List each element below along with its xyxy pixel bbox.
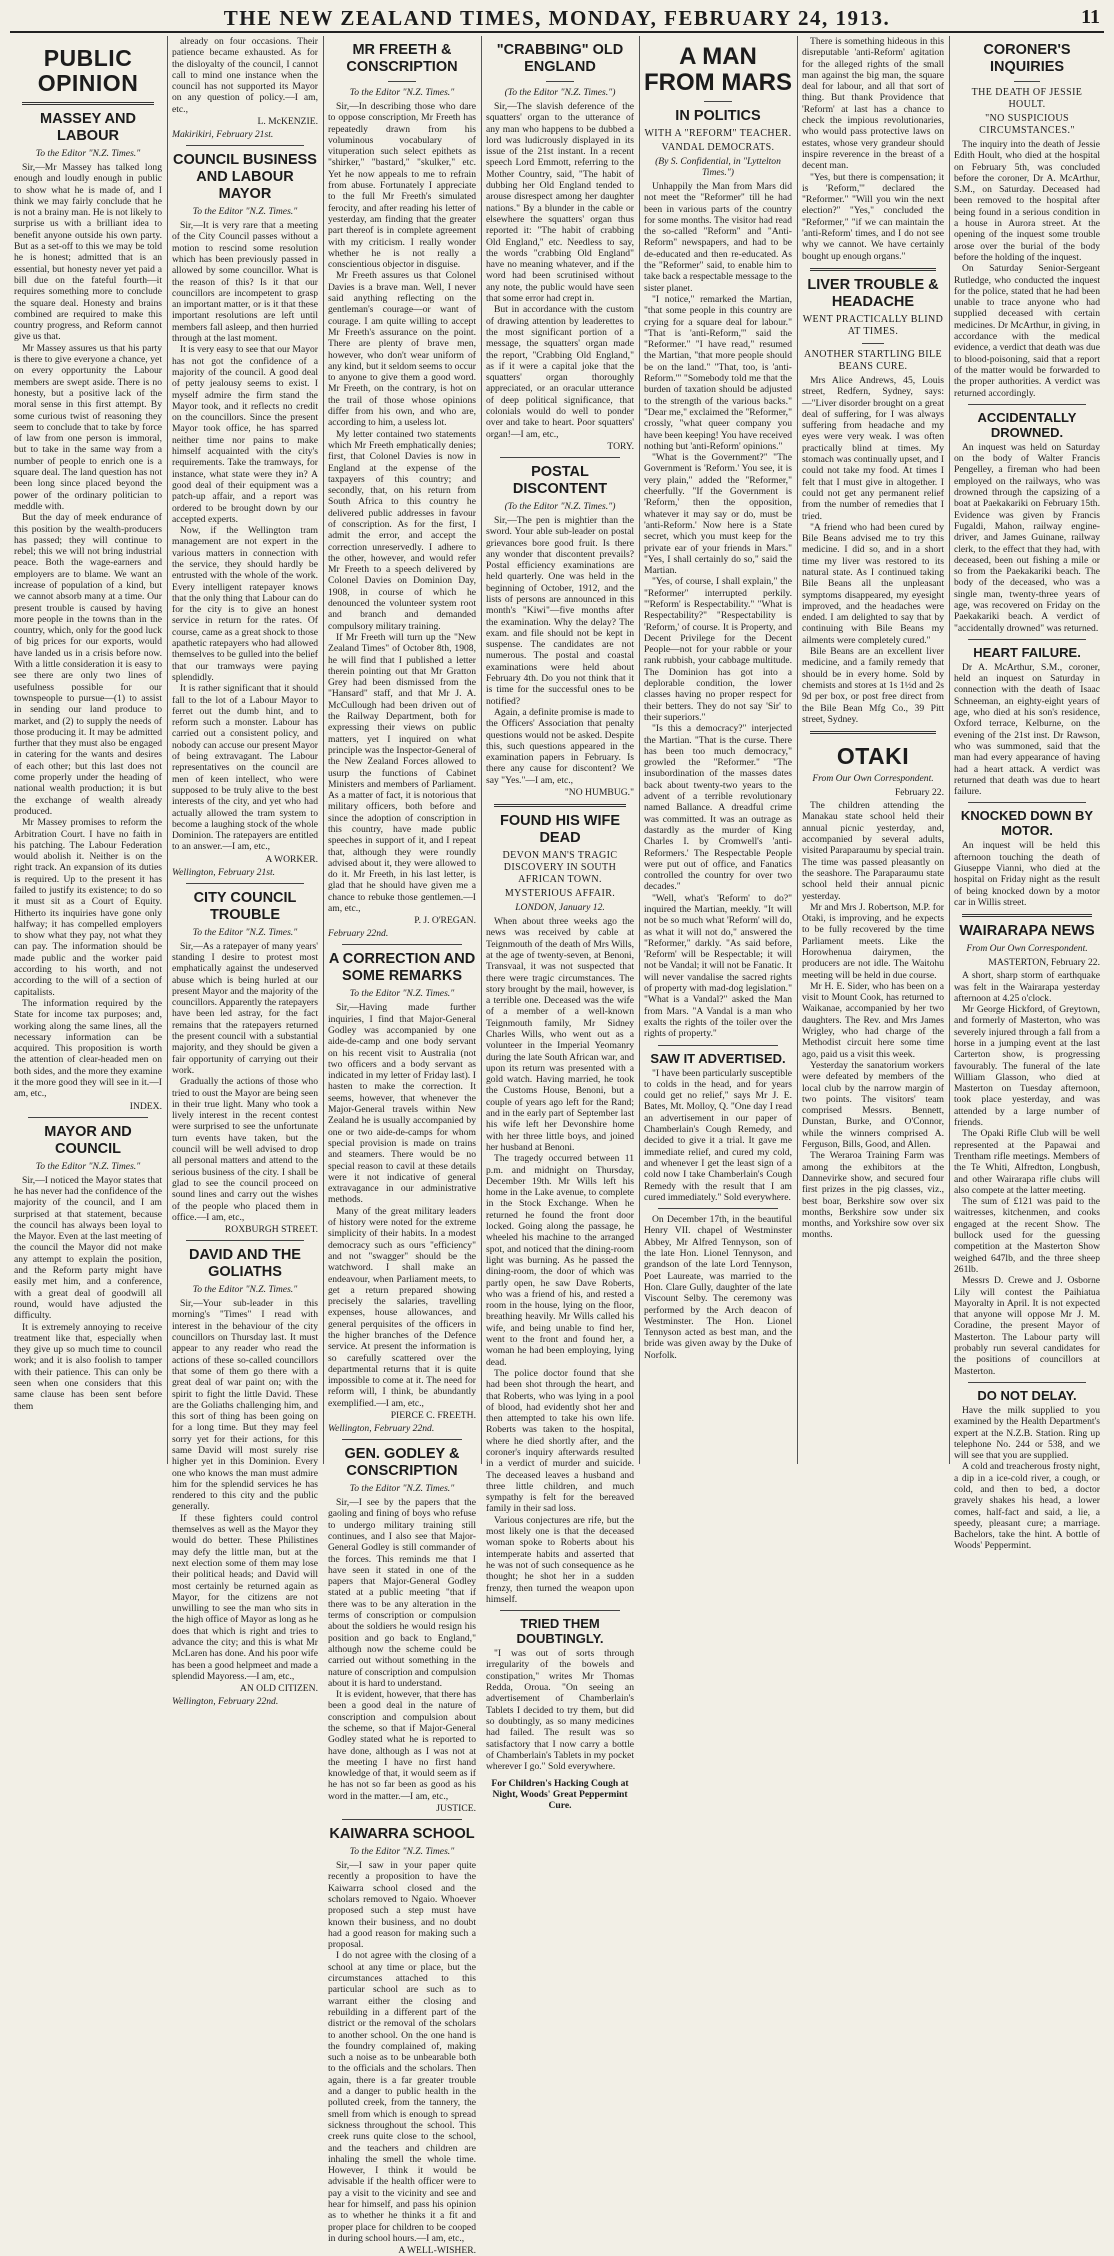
article-title: GEN. GODLEY & CONSCRIPTION <box>344 1446 460 1480</box>
paragraph: Mr Massey promises to reform the Arbitration Court. I have no faith in his patching. The Labour Federation would abolish it. Neither is on the right track. An expansion of its duties is required. Up to the present it has failed to justify its existence; to do so it must sit as a Court of Equity. Hitherto its inquiries have gone only halfway; it has compelled employers to show what they pay, not what they can pay. The information should be made public and the worker paid according to his worth, and not according to the will of a section of capitalists. <box>14 817 162 998</box>
divider <box>186 1240 304 1241</box>
paragraph: Mr Massey assures us that his party is there to give everyone a chance, yet on every opportunity the Labour members are swept aside. There is no honesty, but a positive lack of the moral sense in this first attempt. By some curious twist of reasoning they seem to conclude that to take by force of law from one person is immoral, but to take in the same way from a number of people to enrich one is a square deal. The land question has not been long since placed beyond the power of the ordinary politician to meddle with. <box>14 342 162 512</box>
divider <box>968 639 1086 640</box>
place-line: From Our Own Correspondent. <box>966 943 1088 955</box>
paragraph: Sir,—The pen is mightier than the sword. Your able sub-leader on postal grievances bore good fruit. Is there any wonder that discontent prevails? Postal efficiency examinations are held quarterly. One was held in the beginning of October, 1912, and the lists of persons are announced in this month's "Kiwi"—five months after the examination. Why the delay? The exam. and file should not be kept in suspense. The candidates are not numerous. The postal and coastal examinations were held about February 4th. Do you not think that it is time for the successful ones to be notified? <box>486 514 634 707</box>
divider <box>342 1819 462 1820</box>
article-otaki <box>802 744 944 1241</box>
article-found-wife-dead <box>486 813 634 1605</box>
divider <box>968 802 1086 803</box>
divider <box>22 102 154 105</box>
paragraph: "I notice," remarked the Martian, "that some people in this country are crying for a square deal for labour." "That is 'anti-Reform,'" said the "Reformer." "I have read," resumed the Martian, "that more people should be on the land." "That, too, is 'anti-Reform.'" "Somebody told me that the burden of taxation should be adjusted to the strength of the various backs." "Dear me," exclaimed the "Reformer," crossly, "what queer company you have been keeping! You have received nothing but 'anti-Reform' opinions." <box>644 293 792 452</box>
paragraph: When about three weeks ago the news was received by cable at Teignmouth of the death of Mrs Wills, at the age of twenty-seven, at Benoni, Transvaal, it was not suspected that there were tragic circumstances. The story brought by the mail, however, is a terrible one. Deceased was the wife of a member of a well-known Teignmouth family, Mr Sidney Charles Wills, who went out as a volunteer in the Imperial Yeomanry during the late South African war, and upon its return was presented with a gold watch. Having married, he took the Customs House, Benoni, but a couple of years ago left for the Rand; and in the early part of September last his wife left her Devonshire home with her three little boys, and joined her husband at Benoni. <box>486 916 634 1153</box>
article-title: "CRABBING" OLD ENGLAND <box>496 42 624 75</box>
article-title: KNOCKED DOWN BY MOTOR. <box>960 808 1094 839</box>
paragraph: "What is the Government?" "The Government is 'Reform.' You see, it is very plain," added the "Reformer," cheerfully. "If the Government is 'Reform,' then the opposition, whatever it may say or do, must be 'anti-Reform.' Now here is a State secret, which you must keep for the private ear of your friends in Mars." "Yes, I shall certainly do so," said the Martian. <box>644 452 792 577</box>
paragraph: The children attending the Manakau state school held their annual picnic yesterday, and, accompanied by several adults, visited Paraparaumu by special train. The time was passed pleasantly on the seashore. The Paraparaumu state school held their annual picnic yesterday. <box>802 800 944 902</box>
paragraph: The sum of £121 was paid to the waitresses, kitchenmen, and cooks engaged at the recent Show. The bullock used for the guessing competition at the Masterton Show weighed 647lb, and the three sheep 261lb. <box>954 1196 1100 1275</box>
column-5 <box>640 36 796 1464</box>
divider <box>1014 81 1040 82</box>
article-title: CORONER'S INQUIRIES <box>983 42 1071 75</box>
paragraph: Sir,—Having made further inquiries, I find that Major-General Godley was accompanied by one aide-de-camp and one body servant on his recent visit to Australia (not two officers and a body servant as indicated in my letter of Friday last). I hasten to make the correction. It seems, however, that whenever the Major-General travels within New Zealand he is usually accompanied by one or two aide-de-camps for whom special provision is made on trains and steamers. There would be no special reason to cavil at these details were it not indicative of general extravagance in our administrative methods. <box>328 1002 476 1206</box>
signature: JUSTICE. <box>436 1803 476 1815</box>
paragraph: Sir,—I noticed the Mayor states that he has never had the confidence of the majority of the council, and I am surprised at that statement, because the council has always been loyal to the Mayor. Even at the last meeting of the council the Mayor did not make any attempt to explain the position, and the Reform party might have easily met him, and a conference, with a great deal of goodwill all round, would have adjusted the difficulty. <box>14 1174 162 1322</box>
article-title: FOUND HIS WIFE DEAD <box>499 813 621 847</box>
article-council-business <box>172 152 318 878</box>
signature: PIERCE C. FREETH. <box>390 1410 476 1422</box>
article-accidentally-drowned <box>954 410 1100 634</box>
column-7 <box>950 36 1104 1552</box>
paragraph: Sir,—I see by the papers that the gaoling and fining of boys who refuse to undergo military training still continues, and I also see that Major-General Godley is still commander of the forces. This reminds me that I have seen it stated in one of the papers that Major-General Godley stated at a public meeting "that if there was to be any alteration in the terms of conscription or compulsion about the soldiers he would resign his position and go back to England," although now the scheme could be carried out without something in the nature of conscription and compulsion about it is hard to understand. <box>328 1497 476 1689</box>
article-note: To the Editor "N.Z. Times." <box>192 206 298 218</box>
article-subtitle: IN POLITICS <box>675 108 761 124</box>
advert-title: TRIED THEM DOUBTINGLY. <box>516 1616 604 1647</box>
place-line: From Our Own Correspondent. <box>812 773 934 785</box>
article-postal-discontent <box>486 464 634 798</box>
paragraph: Bile Beans are an excellent liver medicine, and a family remedy that should be in every home. Sold by chemists and stores at 1s 1½d and 2s 9d per box, or post free direct from the Bile Bean Mfg Co., 39 Pitt street, Sydney. <box>802 646 944 725</box>
column-6 <box>798 36 948 1464</box>
article-note: To the Editor "N.Z. Times." <box>192 926 298 938</box>
page-columns <box>10 36 1104 2256</box>
article-note: To the Editor "N.Z. Times." <box>349 1483 455 1495</box>
article-title: COUNCIL BUSINESS AND LABOUR MAYOR <box>173 152 317 203</box>
divider <box>500 457 620 458</box>
newspaper-title: THE NEW ZEALAND TIMES, MONDAY, FEBRUARY 24, 1913. <box>223 6 891 30</box>
paragraph: My letter contained two statements which Mr Freeth emphatically denies; first, that Colonel Davies is now in England at the expense of the taxpayers of this country; and secondly, that, on his return from South Africa to this country he delivered public addresses in favour of conscription. As for the first, I admit the error, and accept the correction unreservedly. I adhere to the other, however, and would refer Mr Freeth to a speech delivered by Colonel Davies on Dominion Day, 1908, in course of which he denounced the volunteer system root and branch and demanded compulsory military training. <box>328 428 476 632</box>
column-2 <box>168 36 322 1708</box>
paragraph: Mrs Alice Andrews, 45, Louis street, Redfern, Sydney, says:—"Liver disorder brought on a great deal of suffering, for I was always suffering from headache and my eyes were very weak. I was often practically blind at times. My stomach was continually upset, and I could not take my food. At times I felt that I must give in altogether. I could not get any permanent relief from the number of remedies that I tried. <box>802 374 944 522</box>
divider <box>494 804 626 807</box>
article-deck: VANDAL DEMOCRATS. <box>661 142 775 153</box>
article-freeth-conscription <box>328 42 476 939</box>
paragraph: I do not agree with the closing of a school at any time or place, but the circumstances attached to this particular school are such as to warrant either the closing and rebuilding in a different part of the district or the removal of the scholars to another school. On the one hand is the foundry complained of, making such a noise as to be unbearable both to the officials and the scholars. Then again, there is a far greater trouble and a danger to public health in the polluted creek, from the tannery, the smell from which is enough to spread sickness throughout the school. This creek runs quite close to the school, and the teachers and children are inhaling the smell the whole time. However, I think it would be advisable if the health officer were to pay a visit to the vicinity and see and hear for himself, and pass his opinion as to whether he thinks it a fit and proper place for children to be cooped in during school hours.—I am, etc., <box>328 1950 476 2244</box>
paragraph: "Is this a democracy?" interjected the Martian. "That is the curse. There has been too much democracy," growled the "Reformer." "The insubordination of the masses dates back about twenty-two years to the advent of a terrible revolutionary named Ballance. A dreadful crime was committed. It was an outrage as dastardly as the murder of King Charles I. by Cromwell's 'anti-Reformers.' The Respectable People were put out of office, and Fanatics controlled the country for over two decades." <box>644 723 792 893</box>
divider <box>810 731 936 734</box>
article-note: To the Editor "N.Z. Times." <box>349 988 455 1000</box>
signature: L. McKENZIE. <box>257 116 318 128</box>
article-david-goliaths <box>172 1247 318 1707</box>
article-title: HEART FAILURE. <box>973 644 1081 660</box>
article-coroners-inquiries <box>954 42 1100 399</box>
signature: INDEX. <box>129 1100 162 1112</box>
paragraph: Sir,—Your sub-leader in this morning's "Times" I read with interest in the behaviour of the city councillors on Thursday last. It must appear to any reader who read the actions of these so-called councillors that some of them go there with a great deal of war paint on; with the spirit to fight the little David. These are the Goliaths challenging him, and this sort of thing has been going on for a long time. But they may feel sorry yet for their actions, for this same David will most surely rise higher yet in this Dominion. Every one who knows the man must admire him for the splendid services he has rendered to this city and the public generally. <box>172 1298 318 1513</box>
paragraph: Messrs D. Crewe and J. Osborne Lily will contest the Paihiatua Mayoralty in April. It is not expected that anyone will oppose Mr J. M. Coradine, the present Mayor of Masterton. The Labour party will probably run several candidates for the positions of councillors at Masterton. <box>954 1275 1100 1377</box>
paragraph: Again, a definite promise is made to the Officers' Association that penalty questions would not be asked. Despite this, such questions appeared in the examination papers in February. Is there any cause for discontent? We say "Yes."—I am, etc., <box>486 706 634 786</box>
article-title: MASSEY AND LABOUR <box>40 111 136 144</box>
advert-title: DO NOT DELAY. <box>977 1387 1077 1403</box>
divider <box>28 1117 148 1118</box>
signature: AN OLD CITIZEN. <box>239 1683 318 1695</box>
article-heart-failure <box>954 645 1100 798</box>
paragraph: Many of the great military leaders of history were noted for the extreme simplicity of their habits. In a modest democracy such as ours "efficiency" and not "swagger" should be the watchword. I shall make an endeavour, when Parliament meets, to get a return prepared showing precisely the salaries, travelling expenses, house allowances, and general perquisites of the officers in the higher branches of the Defence service. At present the information is so carefully scattered over the departmental returns that it is quite impossible to come at it. The need for reform will, I think, be abundantly exemplified.—I am, etc., <box>328 1205 476 1409</box>
article-note: To the Editor "N.Z. Times." <box>192 1284 298 1296</box>
article-wairarapa-news <box>954 923 1100 1377</box>
signature: TORY. <box>607 440 634 452</box>
place-date: Wellington, February 21st. <box>172 866 276 878</box>
paragraph: On December 17th, in the beautiful Henry VII. chapel of Westminster Abbey, Mr Alfred Tennyson, son of the late Hon. Lionel Tennyson, and grandson of the late Lord Tennyson, Poet Laureate, was married to the Hon. Clare Gully, daughter of the late Viscount Selby. The ceremony was performed by the Arch deacon of Westminster. The Hon. Lionel Tennyson acted as best man, and the bride was given away by the Duke of Norfolk. <box>644 1214 792 1361</box>
column-4 <box>482 36 638 1812</box>
article-deck: "NO SUSPICIOUS CIRCUMSTANCES." <box>979 113 1075 136</box>
paragraph: An inquest will be held this afternoon touching the death of Giuseppe Vianni, who died at the hospital on Friday night as the result of being knocked down by a motor car in Willis street. <box>954 840 1100 908</box>
paragraph: Sir,—In describing those who dare to oppose conscription, Mr Freeth has repeatedly drawn from his voluminous vocabulary of vituperation such select epithets as "shirker," "bastard," "skulker," etc. Yet he now appeals to me to refrain from abuse. Fortunately I appreciate to the full Mr Freeth's simulated ferocity, and after reading his letter of yesterday, am finding that the greater part thereof is in complete agreement with my criticism. I really wonder whether he is not really a conscientious objector in disguise. <box>328 101 476 271</box>
advert-tried-doubtingly <box>486 1616 634 1772</box>
column-1 <box>10 36 166 1464</box>
article-massey-labour <box>14 111 162 1112</box>
paragraph: Yesterday the sanatorium workers were defeated by members of the local club by the narrow margin of two points. The visitors' team comprised Messrs. Bennett, Dunstan, Burke, and O'Connor, while the winners comprised A. Ferguson, Bills, Good, and Allen. <box>802 1059 944 1151</box>
paragraph: It is extremely annoying to receive treatment like that, especially when they give up so much time to council work; and it is also foolish to tamper with their patience. This can only be seen when one considers that this same clause has been sent before them <box>14 1321 162 1412</box>
paragraph: "I have been particularly susceptible to colds in the head, and for years could get no relief," says Mr J. E. Bates, Mt. Molloy, Q. "One day I read an advertisement in our paper of Chamberlain's Cough Remedy, and decided to give it a trial. It gave me immediate relief, and cured my cold, and whenever I get the least sign of a cold now I take Chamberlain's Cough Remedy with the result that I am cured immediately." Sold everywhere. <box>644 1067 792 1203</box>
signature: A WELL-WISHER. <box>398 2245 476 2256</box>
byline: (By S. Confidential, in "Lyttelton Times.") <box>655 156 781 178</box>
divider <box>704 101 732 102</box>
signature: P. J. O'REGAN. <box>414 915 476 927</box>
paragraph: "A friend who had been cured by Bile Beans advised me to try this medicine. I did so, and in a short time my liver was restored to its natural state. As I continued taking Bile Beans all the unpleasant symptoms disappeared, my eyesight improved, and the headaches were ended. I am delighted to say that by continuing with Bile Beans my ailments were completely cured." <box>802 521 944 646</box>
paragraph: Gradually the actions of those who tried to oust the Mayor are being seen in their true light. Many who took a lively interest in the recent contest were surprised to see the unfortunate turn events have taken, but the council will be well advised to drop all personal matters and attend to the serious business of the city. I shall be glad to see the council proceed on sound lines and carry out the wishes of the people who placed them in office.—I am, etc., <box>172 1076 318 1223</box>
article-deck: MYSTERIOUS AFFAIR. <box>504 888 616 900</box>
divider <box>186 883 304 884</box>
article-title: MAYOR AND COUNCIL <box>44 1123 132 1157</box>
article-title: DAVID AND THE GOLIATHS <box>189 1247 301 1281</box>
article-note: To the Editor "N.Z. Times." <box>35 148 141 159</box>
article-note: To the Editor "N.Z. Times." <box>349 1846 455 1858</box>
masthead <box>0 0 1114 30</box>
paragraph: Unhappily the Man from Mars did not meet the "Reformer" till he had been in various parts of the country for some months. The visitor had read the so-called "Reform" and "Anti-Reform" newspapers, and had to be de-educated and then re-educated. As the "Reformer" said, to enable him to take back a respectable message to the sister planet. <box>644 181 792 294</box>
article-title: ACCIDENTALLY DROWNED. <box>977 409 1077 440</box>
article-city-council-trouble <box>172 890 318 1235</box>
article-man-from-mars <box>644 44 792 1040</box>
paragraph: Sir,—I saw in your paper quite recently a proposition to have the Kaiwarra school closed and the scholars removed to Ngaio. Whoever proposed such a step must have known their business, and no doubt had a good reason for making such a proposal. <box>328 1860 476 1951</box>
article-title: A MAN FROM MARS <box>644 43 792 96</box>
divider <box>862 343 884 344</box>
article-crabbing-england <box>486 42 634 452</box>
paragraph: Various conjectures are rife, but the most likely one is that the deceased woman spoke to Roberts about his intemperate habits and asserted that he was not of such consequence as he thought; he shot her in a sudden frenzy, then turned the weapon upon himself. <box>486 1514 634 1605</box>
paragraph: It is very easy to see that our Mayor has not got the confidence of a majority of the council. A good deal of petty jealousy seems to exist. I myself admire the firm stand the Mayor took, and it reflects no credit on the councillors. Since the present Mayor took office, he has sparred neither time nor pains to make himself acquainted with the city's requirements. Take the tramways, for instance, what state were they in? A good deal of their equipment was a patch-up affair, and a report was ordered to be brought down by our accepted experts. <box>172 344 319 525</box>
paragraph: Sir,—The slavish deference of the squatters' organ to the utterance of any man who happens to be dubbed a lord was ludicrously displayed in its issue of the 21st instant. In a recent speech Lord Emmott, referring to the Mother Country, said, "The habit of dubbing her Old England tended to arouse disrespect among her daughter nations." By a blunder in the cable or elsewhere the squatters' organ thus reported it: "The habit of crabbing Old England," etc. Needless to say, the words "crabbing Old England" have no meaning whatever, and if the word had been scrutinised without any note, the public would have seen that some error had crept in. <box>486 101 634 305</box>
paragraph: A short, sharp storm of earthquake was felt in the Wairarapa yesterday afternoon at 4.25 o'clock. <box>954 970 1100 1004</box>
paragraph: Mr Freeth assures us that Colonel Davies is a brave man. Well, I never said anything reflecting on the gentleman's courage—or want of courage. I am quite willing to accept Mr Freeth's assurance on the point. There are plenty of brave men, however, who don't wear uniform of any kind, but it seldom seems to occur to anyone to give them a good word. Mr Freeth, on the contrary, is hot on the trail of those whose opinions differ from his own, and who are, according to him, a useless lot. <box>328 270 476 429</box>
paragraph: The Weraroa Training Farm was among the exhibitors at the Dannevirke show, and secured four first prizes in the pig classes, viz., best boar, Berkshire sow over six months, Berkshire sow under six months, and Yorkshire sow over six months. <box>802 1150 944 1241</box>
paragraph: Have the milk supplied to you examined by the Health Department's expert at the N.Z.B. Station. Ring up telephone No. 244 or 538, and we will see that you are supplied. <box>954 1404 1100 1462</box>
signature: "NO HUMBUG." <box>564 787 634 799</box>
article-kaiwarra-school <box>328 1826 476 2256</box>
divider <box>968 1382 1086 1383</box>
place-date: Makirikiri, February 21st. <box>172 129 274 141</box>
divider <box>810 268 936 271</box>
article-title: WAIRARAPA NEWS <box>959 923 1095 940</box>
divider <box>962 914 1092 917</box>
advert-title: SAW IT ADVERTISED. <box>650 1050 786 1066</box>
paragraph: The Opaki Rifle Club will be well represented at the Papawai and Trentham rifle meetings. Members of the Te Whiti, Alfredton, Longbush, and other Wairarapa rifle clubs will also compete at the latter meeting. <box>954 1128 1100 1196</box>
article-note: To the Editor "N.Z. Times." <box>35 1160 141 1172</box>
place-date: Wellington, February 22nd. <box>172 1696 279 1708</box>
signature: A WORKER. <box>265 853 318 865</box>
page-number: 11 <box>1081 6 1100 28</box>
paragraph: If these fighters could control themselves as well as the Mayor they would do better. These Philistines may defy the little man, but at the next election some of them may lose their political heads; and David will most certainly be returned again as Mayor, for the citizens are not unwilling to see the man who sits in the high office of Mayor as long as he does that which is right and tries to advance the city; and this is what Mr McLaren has done. And his poor wife has been a good helpmeet and made a splendid Mayoress.—I am, etc., <box>172 1512 318 1682</box>
divider <box>388 81 416 82</box>
paragraph: On Saturday Senior-Sergeant Rutledge, who conducted the inquest for the police, stated that he had been unable to trace anyone who had supplied deceased with certain medicines. Dr McArthur, in giving, in accordance with the medical evidence, a verdict that death was due to blood-poisoning, said that a report of the matter would be forwarded to the proper authorities. A verdict was returned accordingly. <box>954 263 1100 399</box>
advert-saw-it-advertised <box>644 1051 792 1361</box>
paragraph: "Yes, of course, I shall explain," the "Reformer" interrupted perkily. "'Reform' is Respectability." "What is Respectability?" "Respectability is 'Reform,' of course. It is Property, and Decent Privilege for the Decent People—not for your rabble or your rank rubbish, your cabbage multitude. The Dominion has got into a deplorable condition, the lower classes having no proper respect for their betters. They do not say 'Sir' to their superiors." <box>644 576 792 723</box>
paragraph: Now, if the Wellington tram management are not expert in the various matters in connection with the service, they should hardly be entrusted with the whole of the work. Every intelligent ratepayer knows that the only thing that Labour can do for the city is to give an honest service in return for the rates. Of course, came as a great shock to those apathetic ratepayers who had allowed themselves to be gulled into the belief that our tramways were paying splendidly. <box>172 525 319 683</box>
article-title: OTAKI <box>836 743 910 770</box>
paragraph: The information required by the State for income tax purposes; and, working along the same lines, all the necessary information can be acquired. This proposition is worth the attention of clear-headed men on both sides, and the more they examine it the more good they will see in it.—I am, etc., <box>14 997 162 1100</box>
paragraph: Dr A. McArthur, S.M., coroner, held an inquest on Saturday in connection with the death of Isaac Schneeman, an eighty-eight years of age, who died at his son's residence, Oxford terrace, Kelburne, on the evening of the 21st inst. Dr Rawson, who was summoned, said that the man had every appearance of having had a heart attack. A verdict was returned that death was due to heart failure. <box>954 661 1100 798</box>
masthead-rule <box>10 31 1104 33</box>
paragraph: But in accordance with the custom of drawing attention by leaderettes to the most significant portion of a message, the squatters' organ made the report, "Crabbing Old England," as if it were a capital joke that the squatters' organ thoroughly appreciated, or an oracular utterance of deep political significance, that colonials would do well to ponder over and take to heart. Poor squatters' organ!—I am, etc., <box>486 304 634 440</box>
dateline: MASTERTON, February 22. <box>988 957 1100 969</box>
article-correction-remarks <box>328 951 476 1434</box>
divider <box>342 1439 462 1440</box>
article-note: (To the Editor "N.Z. Times.") <box>504 500 616 512</box>
paragraph: "Yes, but there is compensation; it is 'Reform,'" declared the "Reformer." "Will you win the next election?" "Yes," concluded the "Reformer," "if we can maintain the 'anti-Reform' times, and I do not see why we cannot. We have certainly bought up enough organs." <box>802 171 944 262</box>
paragraph: Mr H. E. Sider, who has been on a visit to Mount Cook, has returned to Waikanae, accompanied by her two daughters. The Rev. and Mrs James Wrigley, who had charge of the Methodist circuit here some time ago, paid us a visit this week. <box>802 980 944 1060</box>
paragraph: Mr and Mrs J. Robertson, M.P. for Otaki, is improving, and he expects to be fully recovered by the time Parliament meets. Like the Horowhenua dairymen, the producers are not idle. The Waitohu meeting will be held in due course. <box>802 901 944 981</box>
article-deck: WENT PRACTICALLY BLIND AT TIMES. <box>802 313 944 337</box>
article-mars-continued <box>802 36 944 262</box>
paragraph: The tragedy occurred between 11 p.m. and midnight on Thursday, December 19th. Mr Wills left his home in the Lake avenue, to complete in the Stock Exchange. When he returned he found the front door locked. Going along the passage, he wheeled his machine to the arranged spot, and noticed that the dining-room light was burning. As he passed the dining-room, the door of which was partly open, he saw Dave Roberts, who was a friend of his, and rested a room in the house, lying on the floor, breathing heavily. Mr Wills called his wife, and being unable to find her, went to the front and found her, a woman he had been employing, lying dead. <box>486 1153 634 1368</box>
paragraph: A cold and treacherous frosty night, a dip in a ice-cold river, a cough, or cold, and then to bed, a doctor gravely shakes his head, a lower comes, half-fact and said, a lie, a speedy, pleasant cure; a marriage. Bachelors, take the hint. A bottle of Woods' Peppermint. <box>954 1461 1100 1552</box>
place-date: February 22nd. <box>328 928 389 940</box>
divider <box>658 1045 778 1046</box>
paragraph: But the day of meek endurance of this position by the wealth-producers has passed; they will continue to rebel; this we will not bring industrial peace. Both the wage-earners and employers are to blame. We want an increase of population of a kind, but we cannot absorb many at a time. Our present trouble is caused by having more people in the towns than in the country, which, only for the good luck of big prices for our exports, would have landed us in a crisis before now. With a little consideration it is easy to see there are only two lines of usefulness possible for our townspeople to pursue—(1) to assist in sending our land produce to market, and (2) to supply the needs of those producing it. It may be admitted further that they must also be engaged in catering for the wants and desires of each other; but this last does not come properly under the heading of national wealth production; it is but the exchange of wealth already produced. <box>14 512 162 817</box>
article-deck: THE DEATH OF JESSIE HOULT. <box>971 87 1083 110</box>
paragraph: Sir,—Mr Massey has talked long enough and loudly enough in public to show what he is made of, and I think we may fairly conclude that he is not a brainy man. He is not likely to surprise us with a brilliant idea to benefit anyone outside his own party. But as a set-off to this we may be told he is honest; admitted that is an essential, but honesty never yet paid a bill due on the fateful fourth—it requires something more to conclude the square deal. Honesty and brains combined are required to make this country progress, and Reform cannot give us that. <box>14 162 162 343</box>
article-godley-conscription <box>328 1446 476 1814</box>
paragraph: If Mr Freeth will turn up the "New Zealand Times" of October 8th, 1908, he will find that I published a letter therein pointing out that Mr Gratton Grey had been dismissed from the "Hansard" staff, and that Mr J. A. McCullough had been driven out of the Railway Department, both for expressing their views on public matters, yet I inquired on what principle was the Inspector-General of the New Zealand Forces allowed to usurp the functions of Cabinet Ministers and members of Parliament. As a matter of fact, it is notorious that military officers, both before and since the adoption of conscription in this country, have made public speeches in support of it, and I repeat that, although they were roundly advised about it, they were allowed to do it. Mr Freeth, in his last letter, is glad that he should have given me a chance to rebuke those gentlemen.—I am, etc., <box>328 631 476 915</box>
paragraph: An inquest was held on Saturday on the body of Walter Francis Pengelley, a fireman who had been employed on the railways, who was drowned through the capsizing of a boat at Paekakariki on February 15th. Evidence was given by Francis Fugaldi, Mahon, railway engine-driver, and James Guinane, railway clerk, to the effect that they had, with deceased, been out fishing a mile or so from the Paekakariki beach. The body of the deceased, who was a single man, twenty-three years of age, was recovered on Friday on the Paekakariki beach. A verdict of "accidentally drowned" was returned. <box>954 441 1100 634</box>
article-mayor-council <box>14 1124 162 1412</box>
divider <box>968 404 1086 405</box>
divider <box>342 944 462 945</box>
dateline: LONDON, January 12. <box>515 902 605 914</box>
article-deck: DEVON MAN'S TRAGIC DISCOVERY IN SOUTH AFRICAN TOWN. <box>502 850 618 886</box>
article-title: A CORRECTION AND SOME REMARKS <box>328 951 476 985</box>
article-title: CITY COUNCIL TROUBLE <box>193 889 297 923</box>
paragraph: There is something hideous in this disreputable 'anti-Reform' agitation for the alleged rights of the small man against the big man, the square deal for labour, and all that sort of thing. But thank Providence that 'Reform' at last has a chance to check the impious revolutionaries, who would pass protective laws on estates, whose very grandeur should inspire reverence in the breast of a decent man. <box>802 36 944 172</box>
article-knocked-down <box>954 808 1100 908</box>
article-title: KAIWARRA SCHOOL <box>329 1826 475 1843</box>
paragraph: Sir,—As a ratepayer of many years' standing I desire to protest most emphatically against the undeserved abuse which is being hurled at our present Mayor and the majority of the councillors. Apparently the ratepayers have been led astray, for the fact remains that the ratepayers returned the present council with a substantial majority, and they should be given a fair opportunity of carrying out their work. <box>172 940 318 1076</box>
article-note: To the Editor "N.Z. Times." <box>349 87 455 98</box>
article-title: LIVER TROUBLE & HEADACHE <box>807 276 939 310</box>
paragraph: "Well, what's 'Reform' to do?" inquired the Martian, meekly. "It will not be so much what 'Reform' will do, as what it will not do," answered the "Reformer," darkly. "As said before, 'Reform' will be Respectable; it will not be Vandal; it will not be Fanatic. It will never vandalise the sacred rights of property with mad-dog legislation." "What is a Vandal?" asked the Man from Mars. "A Vandal is a man who exalts the rights of the toiler over the rights of property." <box>644 892 792 1040</box>
article-title: MR FREETH & CONSCRIPTION <box>346 42 458 75</box>
place-date: Wellington, February 22nd. <box>328 1423 435 1435</box>
paragraph: The inquiry into the death of Jessie Edith Hoult, who died at the hospital on February 5th, was concluded before the coroner, Dr A. McArthur, S.M., on Saturday. Deceased had been removed to the hospital after being found in a serious condition in a house in Aurora street. At the opening of the inquest some trouble arose over the burial of the body before the holding of the inquest. <box>954 139 1100 263</box>
article-deck: ANOTHER STARTLING BILE BEANS CURE. <box>804 348 942 372</box>
date-line: February 22. <box>894 787 944 799</box>
column-3 <box>324 36 480 2256</box>
advert-liver-trouble <box>802 277 944 725</box>
divider <box>500 1610 620 1611</box>
article-deck: WITH A "REFORM" TEACHER. <box>644 128 792 139</box>
paragraph: The police doctor found that she had been shot through the heart, and that Roberts, who was lying in a pool of blood, had evidently shot her and then attempted to take his own life. Roberts was taken to the hospital, where he died shortly after, and the coroner's inquiry afterwards resulted in a verdict of murder and suicide. The deceased leaves a husband and three little children, and much sympathy is felt for the bereaved family in their sad loss. <box>486 1367 634 1515</box>
paragraph: already on four occasions. Their patience became exhausted. As for the disloyalty of the council, I cannot call to mind one instance when the council has not supported its Mayor on any question of policy.—I am, etc., <box>172 36 318 115</box>
paragraph: "I was out of sorts through irregularity of the bowels and constipation," writes Mr Thomas Redda, Oroua. "On seeing an advertisement of Chamberlain's Tablets I decided to try them, but did so doubtingly, as so many medicines had failed. The result was so satisfactory that I now carry a bottle of Chamberlain's Tablets in my pocket wherever I go." Sold everywhere. <box>486 1648 634 1773</box>
divider <box>546 81 574 82</box>
signature: ROXBURGH STREET. <box>224 1224 318 1236</box>
advert-do-not-delay <box>954 1388 1100 1552</box>
paragraph: It is rather significant that it should fall to the lot of a Labour Mayor to ferret out the dumb hint, and to reform such a monster. Labour has carried out a consistent policy, and nobody can accuse our present Mayor of being extravagant. The Labour representatives on the council are men of keen intellect, who were supposed to be truly alive to the best interests of the city, and yet who had actually allowed the tram system to become a laughing stock of the whole Dominion. The ratepayers are entitled to an answer.—I am, etc., <box>172 683 318 853</box>
paragraph: Mr George Hickford, of Greytown, and formerly of Masterton, who was severely injured through a fall from a horse in a jumping event at the last Carterton show, is progressing favourably. The funeral of the late William Glasson, who died at Masterton on Tuesday afternoon, took place yesterday, and was attended by a large number of friends. <box>954 1004 1100 1129</box>
advert-line: For Children's Hacking Cough at Night, Woods' Great Peppermint Cure. <box>491 1778 629 1812</box>
divider <box>186 145 304 146</box>
paragraph: It is evident, however, that there has been a good deal in the nature of conscription and compulsion about the scheme, so that if Major-General Godley stated what he is reported to have done, although as I was not at the meeting I have no first hand knowledge of that, it would seem as if he has not so far been as good as his word in the matter.—I am, etc., <box>328 1689 476 1802</box>
article-title: POSTAL DISCONTENT <box>512 463 608 497</box>
paragraph: Sir,—It is very rare that a meeting of the City Council passes without a motion to rescind some resolution which has been previously passed in allowed by some councillor. What is the reason of this? Is it that our councillors are incompetent to grasp an important matter, or is it that these important resolutions are left until members fall asleep, and then hurried through at the last moment. <box>172 220 318 345</box>
divider <box>658 1208 778 1209</box>
section-title: PUBLIC OPINION <box>37 45 139 96</box>
article-note: (To the Editor "N.Z. Times.") <box>504 87 616 98</box>
